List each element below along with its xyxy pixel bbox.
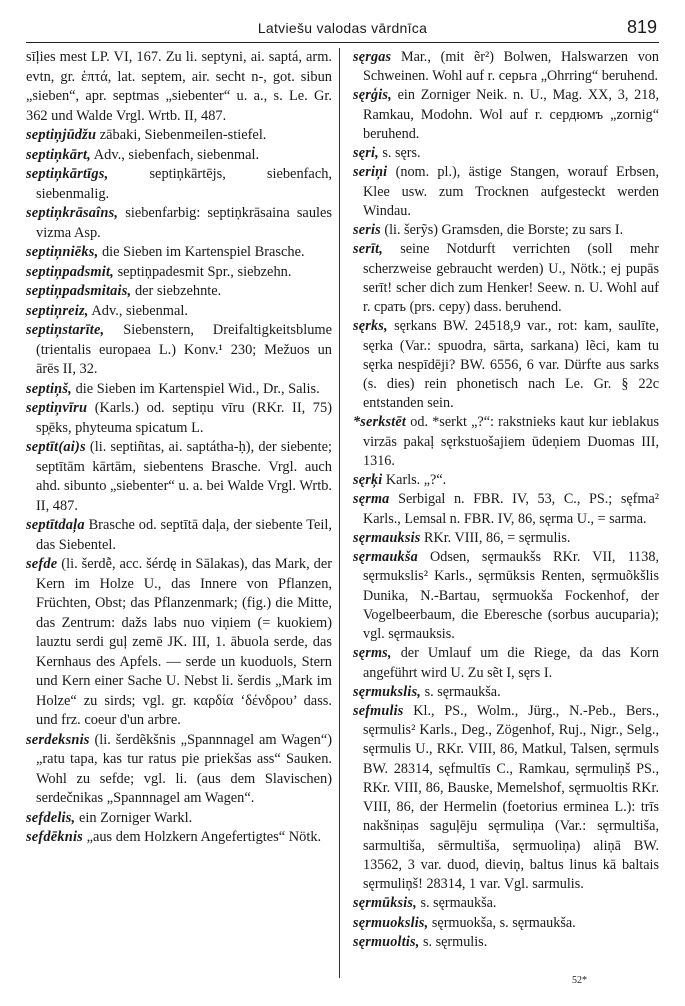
entry-headword: seris [353,222,381,239]
dictionary-entry [26,282,332,302]
entry-definition: s. sęrmaukša. [416,895,497,912]
entry-headword: septiņkārt, [26,146,91,163]
entry-headword: sefmulis [353,702,404,719]
dictionary-entry [26,263,332,283]
entry-definition: (Karls.) od. septiņu vīru (RKr. II, 75) sp̦ēks, phyteuma spicatum L. [36,400,332,436]
page-title: Latviešu valodas vārdnīca [257,20,428,36]
dictionary-entry [353,240,659,317]
dictionary-entry [353,914,659,933]
dictionary-entry [26,555,332,731]
dictionary-entry [26,321,332,380]
dictionary-entry [353,933,659,952]
entry-headword: septiņkārtīgs, [26,166,109,182]
dictionary-entry [353,894,659,913]
entry-definition: s. sęrmulis. [419,933,488,950]
entry-headword: sefde [26,556,58,572]
entry-definition: Serbigal n. FBR. IV, 53, C., PS.; sęfma² Karls., Lemsal n. FBR. IV, 86, sęrma U., = sarma. [363,491,659,527]
dictionary-entry [353,490,659,528]
dictionary-entry [353,86,659,144]
entry-definition: Mar., (mit ẽr²) Bolwen, Halswarzen von Schweinen. Wohl auf r. серьга „Ohrring“ beruhend. [363,49,659,85]
entry-definition: RKr. VIII, 86, = sęrmulis. [420,529,571,546]
entry-definition: (li. šerỹs) Gramsden, die Borste; zu sars I. [380,222,624,239]
dictionary-entry [26,516,332,555]
entry-definition: septiņpadesmit Spr., siebzehn. [113,263,292,280]
entry-headword: sęrmuokslis, [353,914,429,931]
entry-headword: septiņpadsmitais, [26,283,132,299]
dictionary-entry [26,165,332,204]
entry-definition: die Sieben im Kartenspiel Wid., Dr., Salis. [71,380,320,397]
entry-definition: siebenfarbig: septiņkrāsaina saules vizma Asp. [36,205,332,241]
entry-headword: sęrmukslis, [353,683,422,700]
entry-headword: sęrks, [353,318,388,335]
entry-headword: septiņš, [26,380,72,397]
entry-headword: serdeksnis [26,731,90,748]
entry-definition: Kl., PS., Wolm., Jürg., N.-Peb., Bers., sęrmulis² Karls., Deg., Zögenhof, Ruj., Nigr., Selg., sęrmulis U., RKr. VIII, 86, Matkul, Talsen, sęrmuls BW. 28314, sęfmultīs C., Ramkau, sęrmuliņš PS., RKr. VIII, 86, Bauske, Memelshof, sęrmuoltis RKr. VIII, 86, der Hermelin (foetorius erminea L.): trīs nakšniņas saguļēju sęrmuliņa (Var.: sęrmultiša, sarmultiša, sērmultiša, sęrmuoliņa) aliņā BW. 13562, 3 var. duod, dieviņ, baltus linus kā baltais sęrmuliņš! 28314, 1 var. Vgl. sarmulis. [363,702,659,893]
entry-definition: (li. šerdẽkšnis „Spannnagel am Wagen“) „ratu tapa, kas tur ratus pie priekšas ass“ Sauken. Wohl zu sefde; vgl. li. (aus dem Slavischen) serdečnikas „Spannnagel am Wagen“. [36,731,332,806]
dictionary-entry [26,399,332,438]
dictionary-entry [353,683,659,702]
entry-definition: der Umlauf um die Riege, da das Korn angeführt wird U. Zu sẽt I, sęrs I. [363,645,659,681]
right-column [353,48,659,952]
entry-definition: septiņkārtējs, siebenfach, siebenmalig. [36,166,332,202]
entry-headword: sęrmūksis, [353,895,417,912]
dictionary-entry [353,548,659,644]
dictionary-entry [26,126,332,146]
entry-definition: ein Zorniger Warkl. [75,809,193,826]
signature-mark: 52* [572,975,587,986]
entry-definition: (nom. pl.), ästige Stangen, worauf Erbsen, Klee usw. zum Trocknen aufgesteckt werden Windau. [363,164,659,219]
entry-headword: septiņniēks, [26,244,99,260]
left-column [26,48,332,848]
dictionary-entry [26,828,332,848]
entry-definition: sęrkans BW. 24518,9 var., rot: kam, saulīte, sęrka (Var.: spuodra, sārta, sarkana) lẽci, kam tu sęrka nespīdēji? BW. 6556, 6 var. Dürfte aus sarks (s. dies) rein phonetisch nach Le. Gr. § 22c entstanden sein. [363,318,659,412]
entry-headword: sęri, [353,145,379,162]
entry-headword: septītdaļa [26,517,85,533]
entry-definition: (li. šerdễ, acc. šérdę in Sālakas), das Mark, der Kern im Holze U., das Innere von Pflanzen, Früchten, Obst; das Pflanzenmark; (fig.) die Mitte, das Zentrum: dažs labs nuo viņiem (= kuokiem) lauztu serdi guļ zemē JK. III, 1. ābuola serde, das Kernhaus des Apfels. — serde un kuoduols, Stern und Kern einer Sache U. Nebst li. šerdis „Mark im Holze“ zu sirds; vgl. gr. καρδία ‘δένδρου’ dass. und frz. coeur d'un arbre. [36,556,332,728]
entry-headword: *serkstēt [353,414,407,431]
entry-definition: Adv., siebenfach, siebenmal. [90,146,260,163]
dictionary-entry [26,809,332,829]
dictionary-entry [353,413,659,471]
entry-headword: sęrģis, [353,87,392,104]
dictionary-entry [353,48,659,86]
entry-definition: der siebzehnte. [131,283,222,299]
entry-definition: s. sęrs. [378,145,421,162]
page-number: 819 [626,17,657,37]
entry-definition: od. *serkt „?“: rakstnieks kaut kur ieblakus virzās pakaļ sęrkstuošajiem ūdeņiem Duomas III, 1316. [363,414,659,469]
dictionary-entry [26,380,332,400]
entry-definition: Brasche od. septītā daļa, der siebente Teil, das Siebentel. [36,517,332,553]
entry-definition: sęrmuokša, s. sęrmaukša. [428,914,576,931]
dictionary-entry [353,471,659,490]
entry-definition: s. sęrmaukša. [421,683,501,700]
entry-headword: sefdelis, [26,809,76,826]
dictionary-entry [353,221,659,240]
column-divider [339,48,340,978]
entry-definition: Odsen, sęrmaukšs RKr. VII, 1138, sęrmukslis² Karls., sęrmūksis Renten, sęrmuõkšlis Dunika, N.-Bartau, sęrmuokša Fockenhof, der Vogelbeerbaum, die Eberesche (sorbus aucuparia); vgl. sęrmauksis. [363,549,659,643]
entry-definition: ein Zorniger Neik. n. U., Mag. XX, 3, 218, Ramkau, Modohn. Wol auf r. сердюмъ „zornig“ beruhend. [363,87,659,142]
entry-headword: sęrmuoltis, [353,933,420,950]
entry-headword: septiņreiz, [26,302,89,319]
entry-definition: Karls. „?“. [382,472,447,489]
entry-headword: septiņstarīte, [26,322,105,338]
dictionary-entry [353,702,659,894]
page-header [26,16,659,43]
dictionary-entry [353,163,659,221]
entry-headword: septiņpadsmit, [26,263,114,280]
entry-headword: seriņi [353,164,388,181]
entry-headword: septiņvīru [26,400,88,416]
entry-headword: septiņjūdžu [26,127,97,143]
dictionary-entry [26,48,332,126]
entry-headword: sęrgas [353,49,392,65]
entry-definition: (li. septiñtas, ai. saptátha-ḥ), der siebente; septītām kārtām, siebentens Brasche. Vrgl. auch ahd. sibunto „siebenter“ u. a. bei Walde Vrgl. Wrtb. II, 487. [36,439,332,514]
entry-headword: sęrms, [353,645,392,662]
dictionary-entry [353,144,659,163]
entry-definition: seine Notdurft verrichten (soll mehr scherzweise gebraucht werden) U., Nötk.; ej pupās serīt! scher dich zum Henker! Seew. n. U. Wohl auf r. срать (prs. серу) dass. beruhend. [363,241,659,316]
dictionary-entry [26,146,332,166]
dictionary-entry [26,731,332,809]
dictionary-entry [26,243,332,263]
entry-headword: sęrma [353,491,390,508]
entry-headword: sęrķi [353,472,383,489]
entry-headword: serīt, [353,241,383,258]
dictionary-entry [26,302,332,322]
entry-headword: sefdēknis [26,829,83,845]
entry-definition: die Sieben im Kartenspiel Brasche. [98,244,305,260]
entry-headword: septīt(ai)s [26,439,86,455]
dictionary-entry [353,644,659,682]
entry-definition: „aus dem Holzkern Angefertigtes“ Nötk. [82,829,322,845]
entry-definition: zābaki, Siebenmeilen-stiefel. [96,127,267,143]
dictionary-entry [353,317,659,413]
dictionary-entry [26,438,332,516]
dictionary-entry [353,529,659,548]
entry-definition: Adv., siebenmal. [88,302,188,319]
entry-headword: sęrmaukša [353,549,418,566]
dictionary-entry [26,204,332,243]
entry-headword: septiņkrāsaîns, [26,205,119,221]
entry-definition: sīļies mest LP. VI, 167. Zu li. septyni, ai. saptá, arm. evtn, gr. ἑπτά, lat. septem, air. secht n-, got. sibun „sieben“, apr. septmas „siebenter“ u. a., s. Le. Gr. 362 und Walde Vrgl. Wrtb. II, 487. [26,49,332,124]
entry-headword: sęrmauksis [353,529,421,546]
entry-definition: Siebenstern, Dreifaltigkeitsblume (trientalis europaea L.) Konv.¹ 230; Mežuos un ārēs II, 32. [36,322,332,377]
